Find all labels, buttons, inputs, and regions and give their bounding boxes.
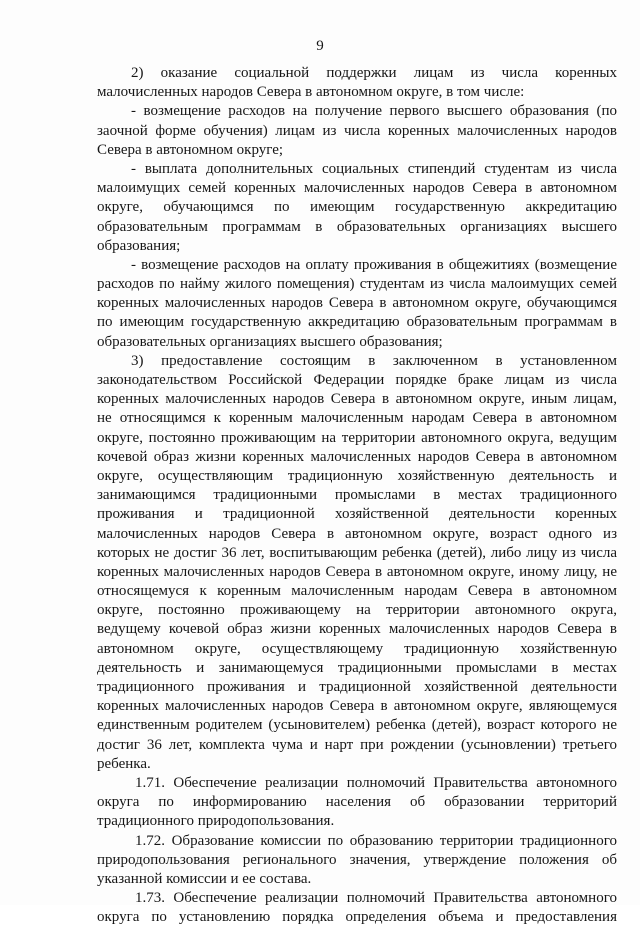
- text-line: по имеющим государственную аккредитацию образовательным программам в: [97, 314, 617, 331]
- text-line: указанной комиссии и ее состава.: [97, 870, 312, 887]
- text-line: образования;: [97, 237, 181, 254]
- text-line: законодательством Российской Федерации порядке браке лицам из числа: [97, 372, 617, 388]
- text-line: 1.72. Образование комиссии по образованию территории традиционного: [135, 832, 617, 849]
- text-line: традиционного проживания и традиционной хозяйственной деятельности: [97, 679, 617, 695]
- text-line: которых не достиг 36 лет, воспитывающим ребенка (детей), либо лицу из числа: [97, 544, 617, 561]
- text-line: традиционного природопользования.: [97, 813, 335, 830]
- text-line: образовательным программам в образовательных организациях высшего: [97, 218, 617, 235]
- text-line: ребенка.: [97, 755, 151, 772]
- text-line: природопользования регионального значения, утверждение положения об: [97, 851, 617, 868]
- text-line: округе, постоянно проживающему на территории автономного округа,: [97, 602, 617, 619]
- text-line: - возмещение расходов на оплату проживания в общежитиях (возмещение: [131, 256, 617, 273]
- page-number: 9: [316, 38, 324, 54]
- text-line: коренных малочисленных народов Севера в автономном округе, обучающимся: [97, 295, 617, 312]
- text-line: Севера в автономном округе;: [97, 141, 284, 158]
- text-line: округе, обучающимся по имеющим государственную аккредитацию: [97, 199, 617, 216]
- text-line: - выплата дополнительных социальных стипендий студентам из числа: [131, 160, 617, 177]
- text-line: достиг 36 лет, комплекта чума и нарт при рождении (усыновлении) третьего: [97, 736, 617, 753]
- text-line: 3) предоставление состоящим в заключенном в установленном: [131, 352, 617, 369]
- paragraph: [97, 774, 617, 832]
- paragraph: [97, 889, 617, 927]
- text-line: малочисленных народов Севера в автономном округе, возраст одного из: [97, 525, 617, 542]
- paragraph: [97, 256, 617, 352]
- document-body: [97, 64, 617, 927]
- text-line: коренных малочисленных народов Севера в автономном округе, иным лицам,: [97, 391, 617, 408]
- text-line: 1.71. Обеспечение реализации полномочий Правительства автономного: [135, 774, 617, 791]
- text-line: автономном округе, осуществляющему традиционную хозяйственную: [97, 640, 617, 657]
- text-line: округа по установлению порядка определения объема и предоставления: [97, 909, 617, 926]
- text-line: образовательных организациях высшего образования;: [97, 333, 443, 350]
- paragraph: [97, 832, 617, 890]
- text-line: расходов по найму жилого помещения) студентам из числа малоимущих семей: [97, 276, 617, 293]
- text-line: - возмещение расходов на получение первого высшего образования (по: [131, 103, 617, 120]
- paragraph: [97, 102, 617, 160]
- text-line: коренных малочисленных народов Севера в автономном округе, иному лицу, не: [97, 563, 617, 580]
- text-line: малочисленных народов Севера в автономном округе, в том числе:: [97, 84, 525, 101]
- text-line: деятельность и занимающемуся традиционными промыслами в местах: [97, 659, 617, 676]
- paragraph: [97, 160, 617, 256]
- paragraph: [97, 64, 617, 102]
- text-line: ведущему кочевой образ жизни коренных малочисленных народов Севера в: [97, 621, 617, 638]
- text-line: округе, осуществляющим традиционную хозяйственную деятельность и: [97, 467, 617, 484]
- text-line: относящемуся к коренным малочисленным народам Севера в автономном: [97, 583, 617, 600]
- text-line: округа по информированию населения об образовании территорий: [97, 794, 617, 811]
- text-line: единственным родителем (усыновителем) ребенка (детей), возраст которого не: [97, 717, 617, 734]
- text-line: заочной форме обучения) лицам из числа коренных малочисленных народов: [97, 122, 617, 139]
- paragraph: [97, 352, 617, 774]
- text-line: не относящимся к коренным малочисленным народам Севера в автономном: [97, 410, 617, 427]
- text-line: 1.73. Обеспечение реализации полномочий Правительства автономного: [135, 890, 617, 907]
- text-line: коренных малочисленных народов Севера в автономном округе, являющемуся: [97, 698, 617, 715]
- text-line: округе, постоянно проживающим на территории автономного округа, ведущим: [97, 429, 617, 446]
- text-line: занимающимся традиционными промыслами в местах традиционного: [97, 487, 617, 504]
- text-line: 2) оказание социальной поддержки лицам из числа коренных: [131, 65, 617, 81]
- text-line: кочевой образ жизни коренных малочисленных народов Севера в автономном: [97, 448, 617, 465]
- text-line: проживания и традиционной хозяйственной деятельности коренных: [97, 506, 617, 523]
- text-line: малоимущих семей коренных малочисленных народов Севера в автономном: [97, 180, 617, 197]
